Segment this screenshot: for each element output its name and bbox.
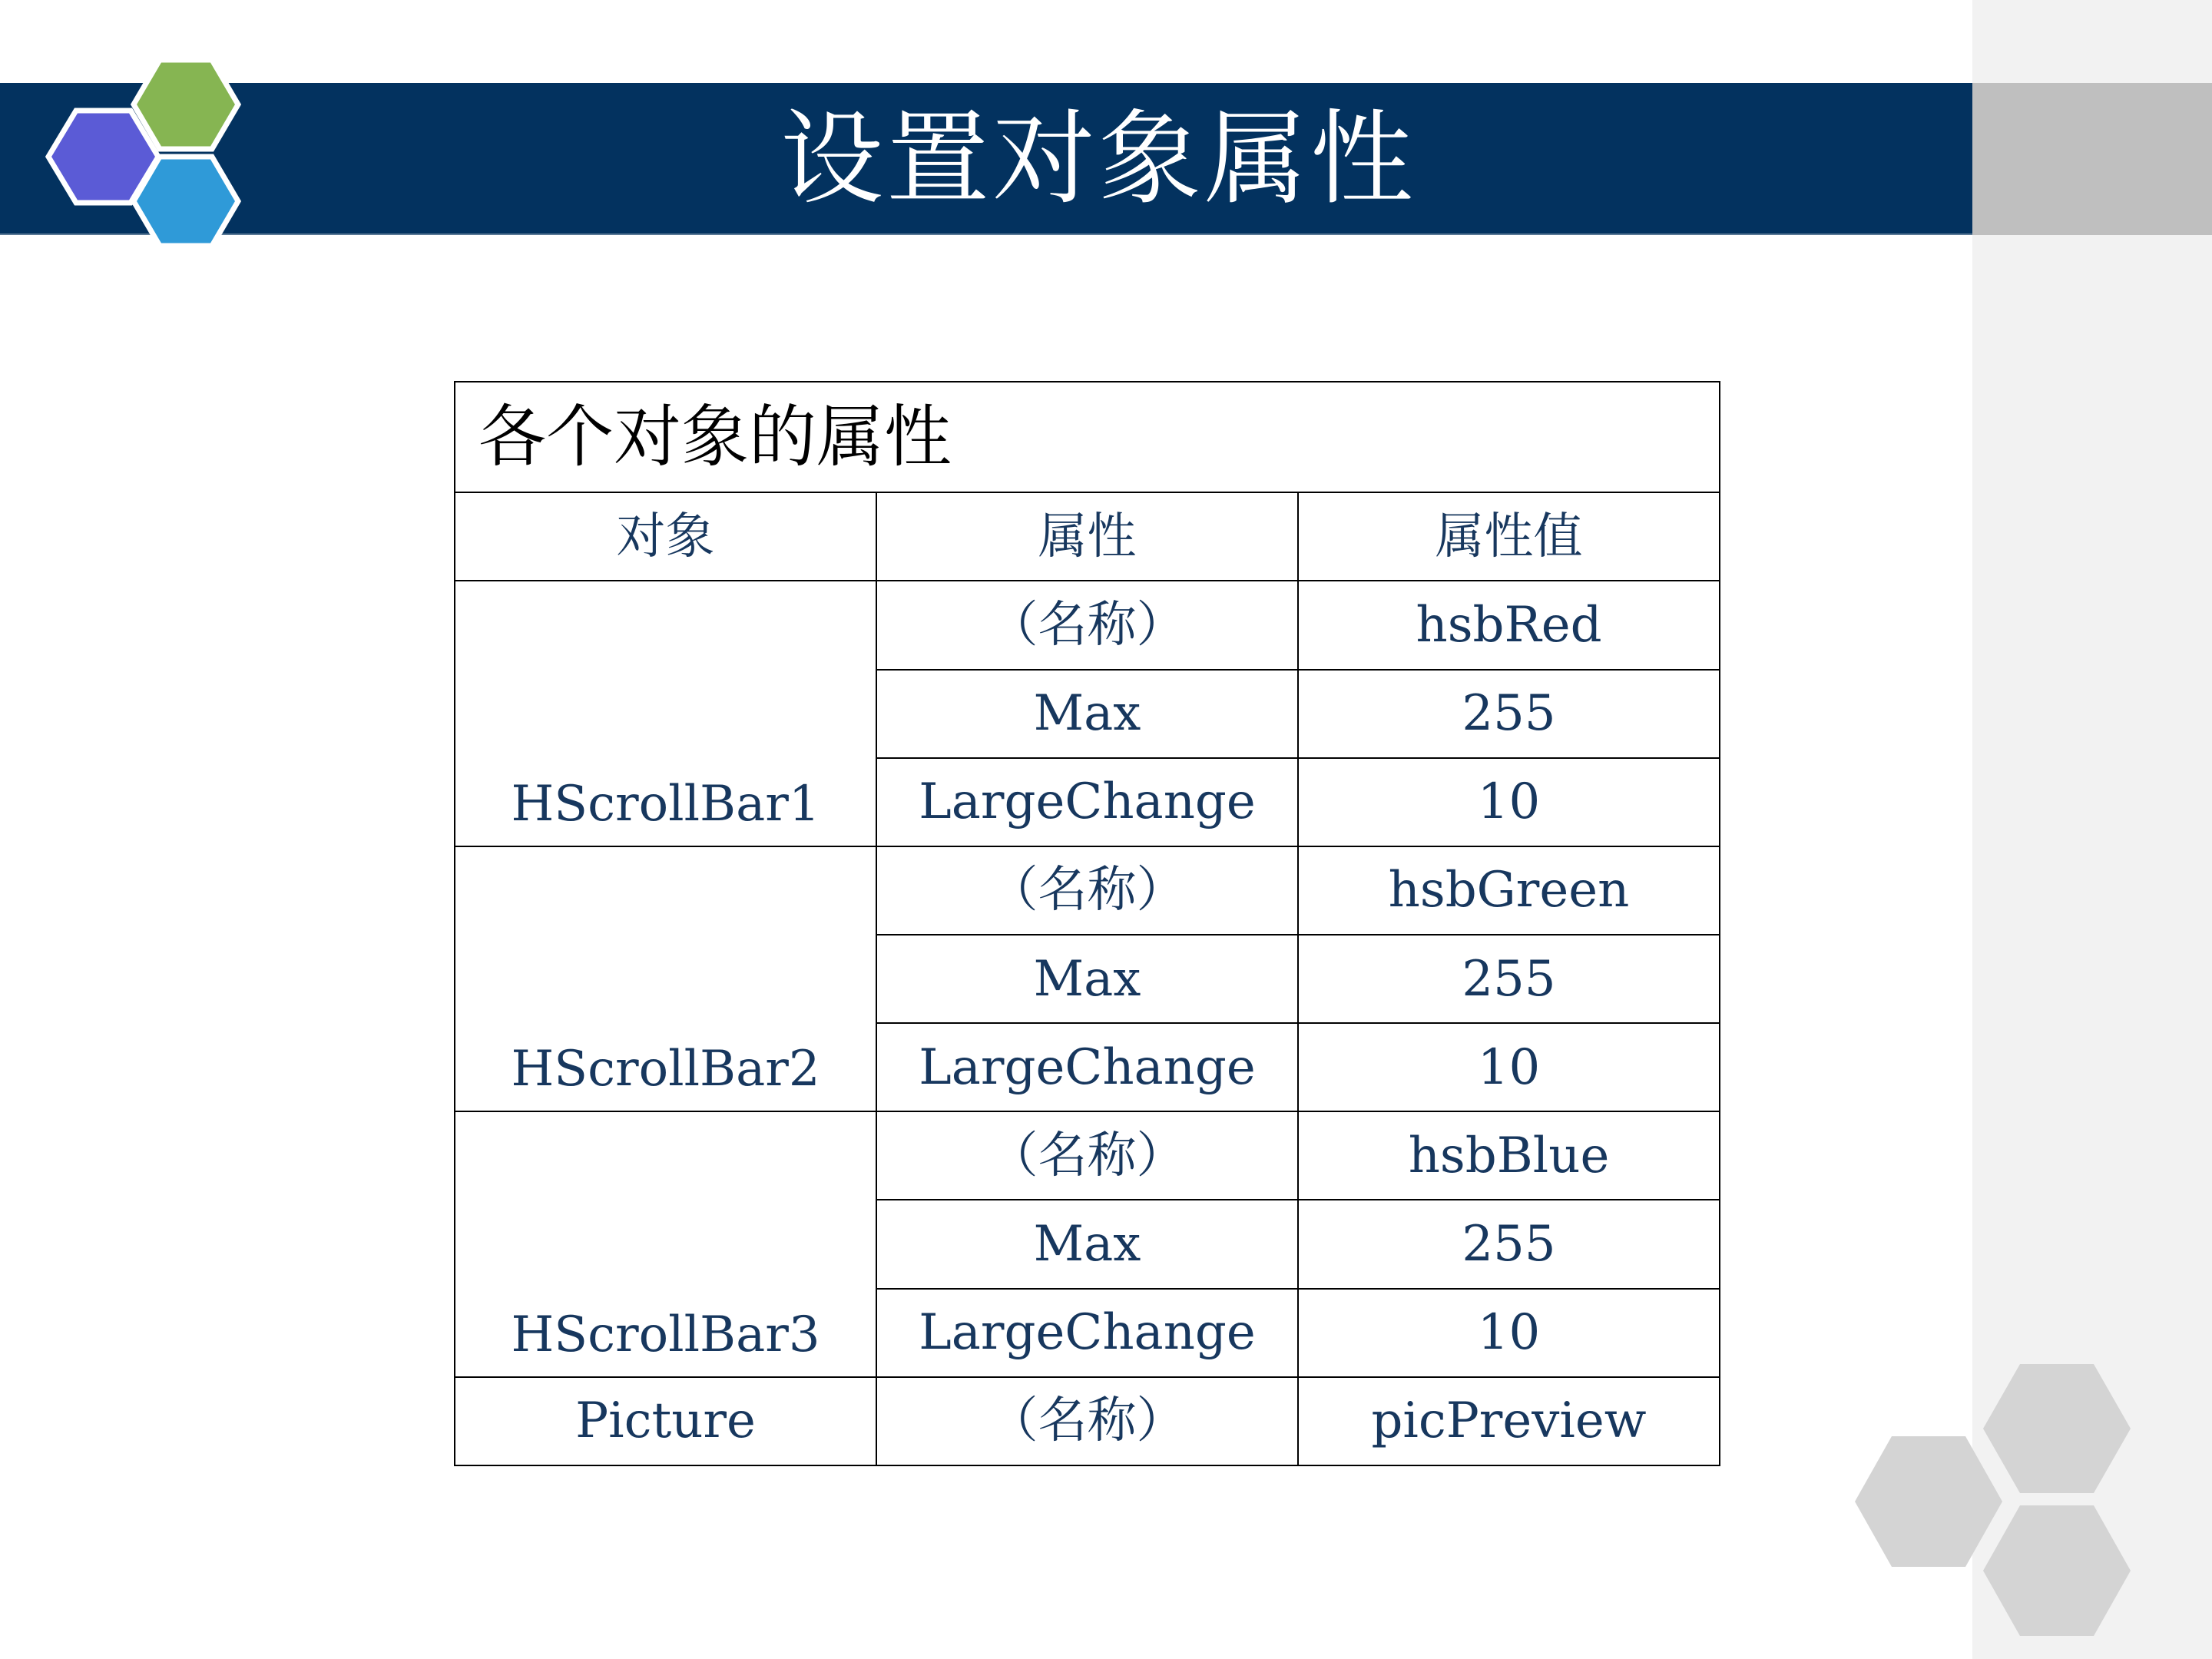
object-cell: HScrollBar3: [455, 1111, 876, 1376]
object-cell: HScrollBar1: [455, 581, 876, 846]
table-caption-row: [455, 382, 1720, 492]
table-row: [455, 581, 1720, 669]
table-caption: 各个对象的属性: [455, 382, 1720, 492]
property-cell: （名称）: [876, 1377, 1298, 1465]
value-cell: picPreview: [1298, 1377, 1720, 1465]
hexagon-decoration-icon: [1855, 1352, 2162, 1659]
value-cell: 10: [1298, 758, 1720, 846]
table-row: [455, 1111, 1720, 1200]
value-cell: 10: [1298, 1289, 1720, 1377]
table-row: [455, 846, 1720, 935]
value-cell: 255: [1298, 935, 1720, 1023]
header-property: 属性: [876, 492, 1298, 581]
properties-table: [454, 381, 1720, 1466]
property-cell: Max: [876, 670, 1298, 758]
property-cell: （名称）: [876, 846, 1298, 935]
property-cell: Max: [876, 935, 1298, 1023]
property-cell: （名称）: [876, 581, 1298, 669]
value-cell: 255: [1298, 670, 1720, 758]
property-cell: LargeChange: [876, 1289, 1298, 1377]
value-cell: hsbBlue: [1298, 1111, 1720, 1200]
property-cell: Max: [876, 1200, 1298, 1288]
table-header-row: [455, 492, 1720, 581]
object-cell: HScrollBar2: [455, 846, 876, 1111]
value-cell: 10: [1298, 1023, 1720, 1111]
deco-hex-left: [1855, 1436, 2002, 1567]
value-cell: hsbGreen: [1298, 846, 1720, 935]
value-cell: 255: [1298, 1200, 1720, 1288]
deco-hex-bottom: [1983, 1505, 2131, 1636]
property-cell: （名称）: [876, 1111, 1298, 1200]
table-row: [455, 1377, 1720, 1465]
slide-title: 设置对象属性: [780, 99, 1416, 219]
property-cell: LargeChange: [876, 1023, 1298, 1111]
deco-hex-top: [1983, 1364, 2131, 1493]
header-object: 对象: [455, 492, 876, 581]
value-cell: hsbRed: [1298, 581, 1720, 669]
header-value: 属性值: [1298, 492, 1720, 581]
object-cell: Picture: [455, 1377, 876, 1465]
property-cell: LargeChange: [876, 758, 1298, 846]
